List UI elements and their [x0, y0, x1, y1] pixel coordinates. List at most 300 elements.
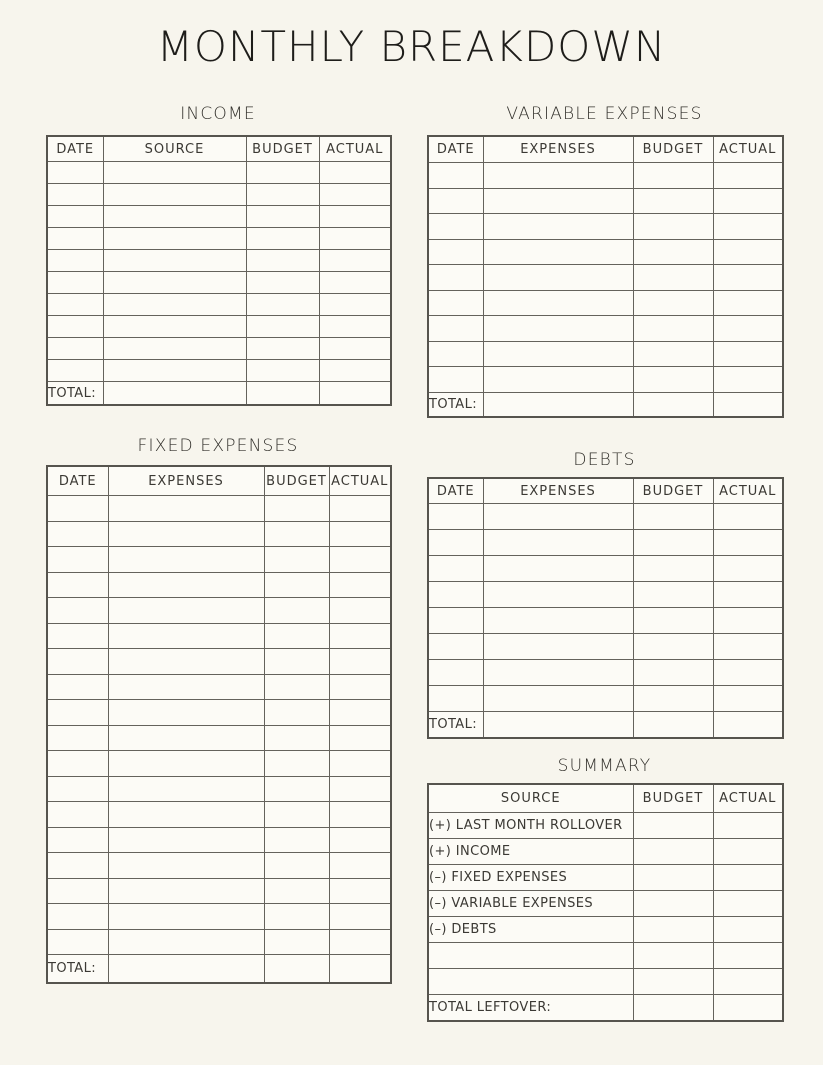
- column-header-expenses: EXPENSES: [483, 478, 633, 504]
- table-row: [47, 572, 391, 598]
- empty-cell: [428, 608, 483, 634]
- empty-cell: [633, 163, 713, 189]
- empty-cell: [483, 634, 633, 660]
- summary-row-label: (–) FIXED EXPENSES: [428, 865, 633, 891]
- column-header-actual: ACTUAL: [713, 784, 783, 813]
- empty-cell: [483, 530, 633, 556]
- empty-cell: [246, 382, 319, 406]
- total-row: [47, 955, 391, 984]
- empty-cell: [483, 214, 633, 240]
- empty-cell: [428, 634, 483, 660]
- table-row: [428, 634, 783, 660]
- empty-cell: [264, 904, 329, 930]
- empty-cell: [264, 521, 329, 547]
- table-row: [47, 827, 391, 853]
- table-row: [428, 660, 783, 686]
- column-header-date: DATE: [428, 478, 483, 504]
- empty-cell: [47, 228, 103, 250]
- empty-cell: [329, 700, 391, 726]
- empty-cell: [319, 360, 391, 382]
- empty-cell: [47, 700, 108, 726]
- table-row: [428, 163, 783, 189]
- variable-expenses-table: [427, 135, 784, 418]
- table-row: [47, 751, 391, 777]
- empty-cell: [483, 660, 633, 686]
- empty-cell: [47, 598, 108, 624]
- empty-cell: [329, 496, 391, 522]
- empty-cell: [47, 184, 103, 206]
- empty-cell: [483, 367, 633, 393]
- table-row: [47, 904, 391, 930]
- empty-cell: [264, 496, 329, 522]
- empty-cell: [103, 316, 246, 338]
- empty-cell: [329, 649, 391, 675]
- empty-cell: [483, 582, 633, 608]
- empty-cell: [108, 649, 264, 675]
- empty-cell: [329, 572, 391, 598]
- table-row: [428, 341, 783, 367]
- table-row: [47, 184, 391, 206]
- table-row: [47, 674, 391, 700]
- empty-cell: [47, 853, 108, 879]
- page-title: MONTHLY BREAKDOWN: [156, 22, 667, 71]
- table-row: [428, 290, 783, 316]
- empty-cell: [264, 700, 329, 726]
- total-row: [47, 382, 391, 406]
- table-row: [428, 188, 783, 214]
- empty-cell: [108, 827, 264, 853]
- empty-cell: [329, 751, 391, 777]
- empty-cell: [47, 250, 103, 272]
- empty-cell: [633, 504, 713, 530]
- empty-cell: [633, 239, 713, 265]
- empty-cell: [713, 686, 783, 712]
- summary-row-debts: [428, 917, 783, 943]
- empty-cell: [246, 360, 319, 382]
- empty-cell: [713, 556, 783, 582]
- table-row: [428, 686, 783, 712]
- summary-row-fixed-expenses: [428, 865, 783, 891]
- empty-cell: [713, 530, 783, 556]
- column-header-date: DATE: [428, 136, 483, 163]
- empty-cell: [108, 674, 264, 700]
- column-header-budget: BUDGET: [633, 784, 713, 813]
- table-row: [428, 316, 783, 342]
- summary-row-variable-expenses: [428, 891, 783, 917]
- table-row: [428, 214, 783, 240]
- table-row: [428, 504, 783, 530]
- empty-cell: [108, 572, 264, 598]
- empty-cell: [633, 660, 713, 686]
- empty-cell: [713, 660, 783, 686]
- empty-cell: [47, 316, 103, 338]
- header-row: [47, 466, 391, 496]
- empty-cell: [483, 239, 633, 265]
- empty-cell: [428, 686, 483, 712]
- empty-cell: [319, 316, 391, 338]
- empty-cell: [713, 214, 783, 240]
- empty-cell: [329, 827, 391, 853]
- empty-cell: [633, 634, 713, 660]
- table-row: [47, 623, 391, 649]
- table-row: [47, 206, 391, 228]
- empty-cell: [108, 623, 264, 649]
- empty-cell: [713, 239, 783, 265]
- empty-cell: [329, 904, 391, 930]
- empty-cell: [633, 392, 713, 417]
- table-row: [428, 556, 783, 582]
- column-header-actual: ACTUAL: [319, 136, 391, 162]
- empty-cell: [483, 265, 633, 291]
- empty-cell: [47, 674, 108, 700]
- table-row: [47, 338, 391, 360]
- table-row: [47, 802, 391, 828]
- empty-cell: [47, 802, 108, 828]
- empty-cell: [633, 865, 713, 891]
- empty-cell: [108, 853, 264, 879]
- empty-cell: [264, 776, 329, 802]
- empty-cell: [713, 865, 783, 891]
- empty-cell: [108, 878, 264, 904]
- table-row: [428, 969, 783, 995]
- empty-cell: [264, 827, 329, 853]
- empty-cell: [633, 995, 713, 1022]
- column-header-date: DATE: [47, 136, 103, 162]
- empty-cell: [483, 686, 633, 712]
- empty-cell: [103, 382, 246, 406]
- empty-cell: [633, 290, 713, 316]
- empty-cell: [319, 206, 391, 228]
- empty-cell: [713, 891, 783, 917]
- empty-cell: [246, 338, 319, 360]
- empty-cell: [428, 367, 483, 393]
- empty-cell: [319, 184, 391, 206]
- empty-cell: [108, 547, 264, 573]
- empty-cell: [713, 969, 783, 995]
- empty-cell: [483, 392, 633, 417]
- empty-cell: [713, 163, 783, 189]
- empty-cell: [108, 904, 264, 930]
- fixed-expenses-section-title: FIXED EXPENSES: [137, 436, 299, 456]
- empty-cell: [264, 649, 329, 675]
- empty-cell: [103, 184, 246, 206]
- empty-cell: [633, 556, 713, 582]
- column-header-source: SOURCE: [103, 136, 246, 162]
- table-row: [47, 250, 391, 272]
- empty-cell: [264, 572, 329, 598]
- empty-cell: [329, 547, 391, 573]
- empty-cell: [329, 802, 391, 828]
- column-header-budget: BUDGET: [633, 478, 713, 504]
- income-section-title: INCOME: [180, 104, 256, 124]
- empty-cell: [108, 598, 264, 624]
- table-row: [47, 294, 391, 316]
- empty-cell: [246, 272, 319, 294]
- empty-cell: [47, 338, 103, 360]
- empty-cell: [633, 712, 713, 739]
- empty-cell: [633, 214, 713, 240]
- table-row: [47, 853, 391, 879]
- empty-cell: [319, 272, 391, 294]
- empty-cell: [428, 969, 633, 995]
- empty-cell: [108, 700, 264, 726]
- empty-cell: [428, 660, 483, 686]
- empty-cell: [246, 228, 319, 250]
- empty-cell: [319, 338, 391, 360]
- empty-cell: [633, 582, 713, 608]
- header-row: [428, 784, 783, 813]
- empty-cell: [713, 839, 783, 865]
- empty-cell: [319, 382, 391, 406]
- empty-cell: [264, 878, 329, 904]
- table-row: [47, 725, 391, 751]
- summary-row-label: (+) INCOME: [428, 839, 633, 865]
- table-row: [428, 530, 783, 556]
- empty-cell: [103, 294, 246, 316]
- summary-row-label: (–) DEBTS: [428, 917, 633, 943]
- table-row: [428, 239, 783, 265]
- table-row: [47, 228, 391, 250]
- empty-cell: [329, 929, 391, 955]
- empty-cell: [246, 316, 319, 338]
- empty-cell: [108, 955, 264, 984]
- table-row: [47, 521, 391, 547]
- empty-cell: [633, 839, 713, 865]
- table-row: [428, 582, 783, 608]
- table-row: [47, 929, 391, 955]
- empty-cell: [319, 228, 391, 250]
- empty-cell: [483, 556, 633, 582]
- empty-cell: [483, 290, 633, 316]
- empty-cell: [713, 995, 783, 1022]
- empty-cell: [329, 598, 391, 624]
- empty-cell: [633, 608, 713, 634]
- empty-cell: [483, 712, 633, 739]
- summary-row-last-month-rollover: [428, 813, 783, 839]
- empty-cell: [264, 929, 329, 955]
- summary-row-label: (–) VARIABLE EXPENSES: [428, 891, 633, 917]
- empty-cell: [47, 206, 103, 228]
- empty-cell: [264, 802, 329, 828]
- column-header-expenses: EXPENSES: [483, 136, 633, 163]
- column-header-actual: ACTUAL: [713, 136, 783, 163]
- empty-cell: [483, 316, 633, 342]
- empty-cell: [428, 582, 483, 608]
- empty-cell: [47, 547, 108, 573]
- empty-cell: [713, 367, 783, 393]
- income-table: [46, 135, 392, 406]
- empty-cell: [264, 547, 329, 573]
- empty-cell: [47, 929, 108, 955]
- table-row: [47, 776, 391, 802]
- summary-row-income: [428, 839, 783, 865]
- total-label: TOTAL:: [428, 712, 483, 739]
- total-label: TOTAL:: [47, 382, 103, 406]
- empty-cell: [108, 751, 264, 777]
- empty-cell: [713, 813, 783, 839]
- empty-cell: [47, 272, 103, 294]
- empty-cell: [428, 530, 483, 556]
- empty-cell: [264, 725, 329, 751]
- empty-cell: [633, 316, 713, 342]
- empty-cell: [633, 943, 713, 969]
- empty-cell: [428, 188, 483, 214]
- empty-cell: [713, 917, 783, 943]
- empty-cell: [264, 955, 329, 984]
- empty-cell: [103, 228, 246, 250]
- empty-cell: [264, 598, 329, 624]
- empty-cell: [108, 725, 264, 751]
- empty-cell: [319, 162, 391, 184]
- empty-cell: [428, 556, 483, 582]
- empty-cell: [47, 521, 108, 547]
- empty-cell: [103, 272, 246, 294]
- column-header-date: DATE: [47, 466, 108, 496]
- empty-cell: [264, 853, 329, 879]
- empty-cell: [428, 163, 483, 189]
- table-row: [428, 943, 783, 969]
- table-row: [47, 700, 391, 726]
- empty-cell: [329, 725, 391, 751]
- total-leftover-label: TOTAL LEFTOVER:: [428, 995, 633, 1022]
- empty-cell: [633, 686, 713, 712]
- table-row: [47, 316, 391, 338]
- summary-row-label: (+) LAST MONTH ROLLOVER: [428, 813, 633, 839]
- empty-cell: [264, 674, 329, 700]
- empty-cell: [428, 504, 483, 530]
- empty-cell: [428, 214, 483, 240]
- empty-cell: [329, 878, 391, 904]
- debts-section-title: DEBTS: [573, 450, 636, 470]
- empty-cell: [713, 265, 783, 291]
- empty-cell: [713, 316, 783, 342]
- total-label: TOTAL:: [428, 392, 483, 417]
- empty-cell: [483, 504, 633, 530]
- empty-cell: [713, 712, 783, 739]
- header-row: [47, 136, 391, 162]
- empty-cell: [246, 250, 319, 272]
- empty-cell: [47, 623, 108, 649]
- empty-cell: [319, 294, 391, 316]
- empty-cell: [103, 250, 246, 272]
- empty-cell: [329, 674, 391, 700]
- table-row: [47, 878, 391, 904]
- empty-cell: [47, 827, 108, 853]
- empty-cell: [633, 367, 713, 393]
- table-row: [47, 496, 391, 522]
- empty-cell: [713, 504, 783, 530]
- header-row: [428, 136, 783, 163]
- empty-cell: [483, 341, 633, 367]
- empty-cell: [264, 751, 329, 777]
- empty-cell: [103, 206, 246, 228]
- summary-table: [427, 783, 784, 1022]
- empty-cell: [108, 929, 264, 955]
- table-row: [428, 367, 783, 393]
- empty-cell: [713, 188, 783, 214]
- empty-cell: [47, 360, 103, 382]
- empty-cell: [246, 184, 319, 206]
- empty-cell: [103, 338, 246, 360]
- table-row: [47, 272, 391, 294]
- column-header-actual: ACTUAL: [329, 466, 391, 496]
- table-row: [47, 598, 391, 624]
- empty-cell: [713, 582, 783, 608]
- empty-cell: [246, 206, 319, 228]
- empty-cell: [633, 188, 713, 214]
- empty-cell: [713, 341, 783, 367]
- empty-cell: [103, 360, 246, 382]
- total-label: TOTAL:: [47, 955, 108, 984]
- empty-cell: [428, 316, 483, 342]
- table-row: [428, 265, 783, 291]
- empty-cell: [329, 955, 391, 984]
- empty-cell: [47, 725, 108, 751]
- summary-section-title: SUMMARY: [557, 756, 652, 776]
- column-header-budget: BUDGET: [246, 136, 319, 162]
- column-header-budget: BUDGET: [264, 466, 329, 496]
- empty-cell: [47, 649, 108, 675]
- empty-cell: [47, 294, 103, 316]
- variable-expenses-section-title: VARIABLE EXPENSES: [506, 104, 703, 124]
- empty-cell: [428, 265, 483, 291]
- total-row: [428, 712, 783, 739]
- empty-cell: [713, 634, 783, 660]
- empty-cell: [108, 521, 264, 547]
- empty-cell: [483, 163, 633, 189]
- debts-table: [427, 477, 784, 739]
- empty-cell: [713, 290, 783, 316]
- total-row: [428, 392, 783, 417]
- column-header-budget: BUDGET: [633, 136, 713, 163]
- empty-cell: [47, 162, 103, 184]
- empty-cell: [483, 188, 633, 214]
- empty-cell: [329, 776, 391, 802]
- empty-cell: [329, 623, 391, 649]
- empty-cell: [47, 751, 108, 777]
- empty-cell: [108, 802, 264, 828]
- empty-cell: [264, 623, 329, 649]
- empty-cell: [428, 290, 483, 316]
- empty-cell: [47, 572, 108, 598]
- empty-cell: [633, 917, 713, 943]
- empty-cell: [633, 265, 713, 291]
- empty-cell: [47, 878, 108, 904]
- empty-cell: [108, 776, 264, 802]
- empty-cell: [428, 943, 633, 969]
- empty-cell: [428, 341, 483, 367]
- empty-cell: [47, 496, 108, 522]
- empty-cell: [246, 294, 319, 316]
- empty-cell: [108, 496, 264, 522]
- empty-cell: [633, 891, 713, 917]
- column-header-expenses: EXPENSES: [108, 466, 264, 496]
- total-leftover-row: [428, 995, 783, 1022]
- empty-cell: [483, 608, 633, 634]
- empty-cell: [713, 943, 783, 969]
- empty-cell: [633, 813, 713, 839]
- table-row: [428, 608, 783, 634]
- table-row: [47, 360, 391, 382]
- fixed-expenses-table: [46, 465, 392, 984]
- empty-cell: [47, 776, 108, 802]
- table-row: [47, 649, 391, 675]
- empty-cell: [713, 608, 783, 634]
- empty-cell: [633, 969, 713, 995]
- empty-cell: [428, 239, 483, 265]
- table-row: [47, 162, 391, 184]
- empty-cell: [47, 904, 108, 930]
